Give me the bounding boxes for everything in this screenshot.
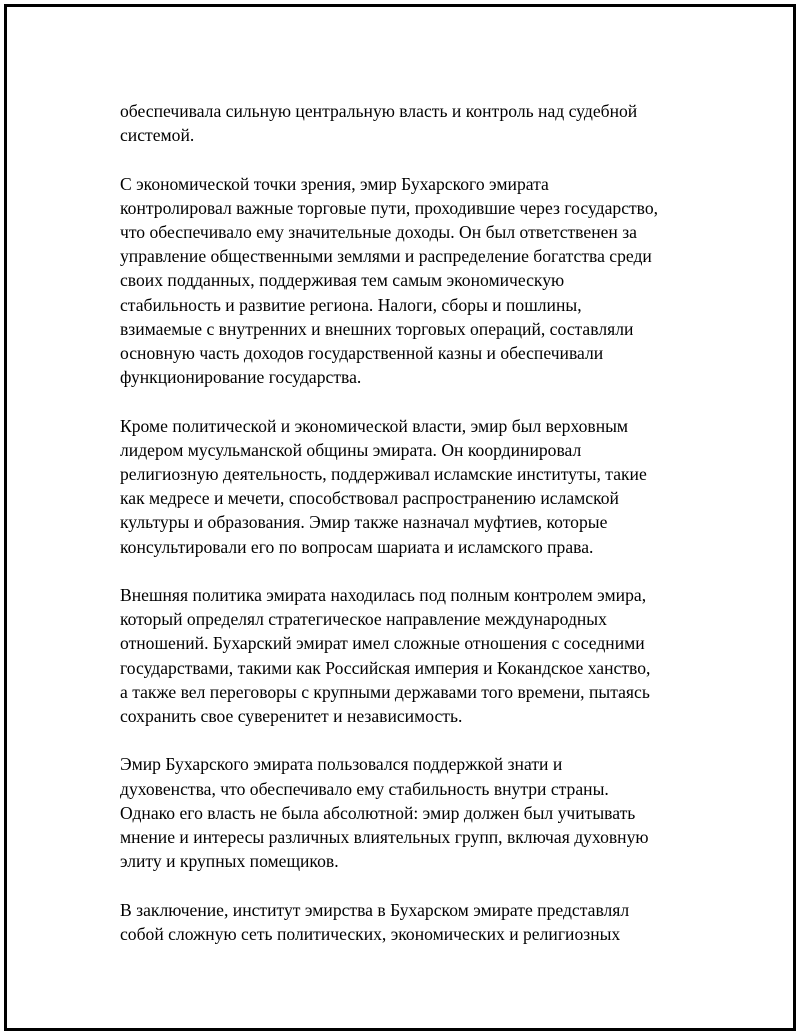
paragraph (120, 898, 720, 946)
text-line: В заключение, институт эмирства в Бухарском эмирате представлял (120, 899, 630, 920)
text-line: Эмир Бухарского эмирата пользовался поддержкой знати и (120, 754, 563, 775)
text-line: собой сложную сеть политических, экономических и религиозных (120, 923, 621, 944)
text-line: управление общественными землями и распределение богатства среди (120, 246, 652, 267)
text-line: функционирование государства. (120, 367, 362, 388)
text-line: контролировал важные торговые пути, проходившие через государство, (120, 197, 659, 218)
text-line: элиту и крупных помещиков. (120, 851, 339, 872)
text-line: мнение и интересы различных влиятельных групп, включая духовную (120, 827, 649, 848)
text-line: своих подданных, поддерживая тем самым экономическую (120, 270, 565, 291)
text-line: обеспечивала сильную центральную власть и контроль над судебной (120, 101, 638, 121)
text-line: стабильность и развитие региона. Налоги, сборы и пошлины, (120, 294, 582, 315)
text-line: религиозную деятельность, поддерживал исламские институты, такие (120, 464, 647, 485)
text-line: государствами, такими как Российская империя и Кокандское ханство, (120, 657, 651, 678)
text-line: лидером мусульманской общины эмирата. Он координировал (120, 439, 582, 460)
paragraph (120, 414, 720, 559)
text-line: духовенства, что обеспечивало ему стабильность внутри страны. (120, 778, 609, 799)
text-line: сохранить свое суверенитет и независимость. (120, 706, 463, 727)
paragraph (120, 583, 720, 728)
text-line: системой. (120, 125, 195, 146)
text-line: взимаемые с внутренних и внешних торговых операций, составляли (120, 318, 634, 339)
page-frame (4, 4, 796, 1031)
text-line: что обеспечивало ему значительные доходы. Он был ответственен за (120, 222, 637, 242)
text-line: Однако его власть не была абсолютной: эмир должен был учитывать (120, 802, 636, 823)
text-line: культуры и образования. Эмир также назначал муфтиев, которые (120, 512, 608, 533)
document-body (120, 99, 720, 970)
text-line: как медресе и мечети, способствовал распространению исламской (120, 488, 619, 509)
paragraph (120, 172, 720, 390)
text-line: а также вел переговоры с крупными державами того времени, пытаясь (120, 681, 650, 702)
text-line: С экономической точки зрения, эмир Бухарского эмирата (120, 173, 549, 194)
text-line: который определял стратегическое направление международных (120, 609, 607, 630)
paragraph (120, 752, 720, 873)
text-line: Внешняя политика эмирата находилась под полным контролем эмира, (120, 585, 647, 606)
text-line: Кроме политической и экономической власти, эмир был верховным (120, 415, 629, 436)
text-line: отношений. Бухарский эмират имел сложные отношения с соседними (120, 633, 645, 654)
paragraph (120, 99, 720, 147)
text-line: консультировали его по вопросам шариата и исламского права. (120, 536, 594, 557)
text-line: основную часть доходов государственной казны и обеспечивали (120, 343, 604, 364)
